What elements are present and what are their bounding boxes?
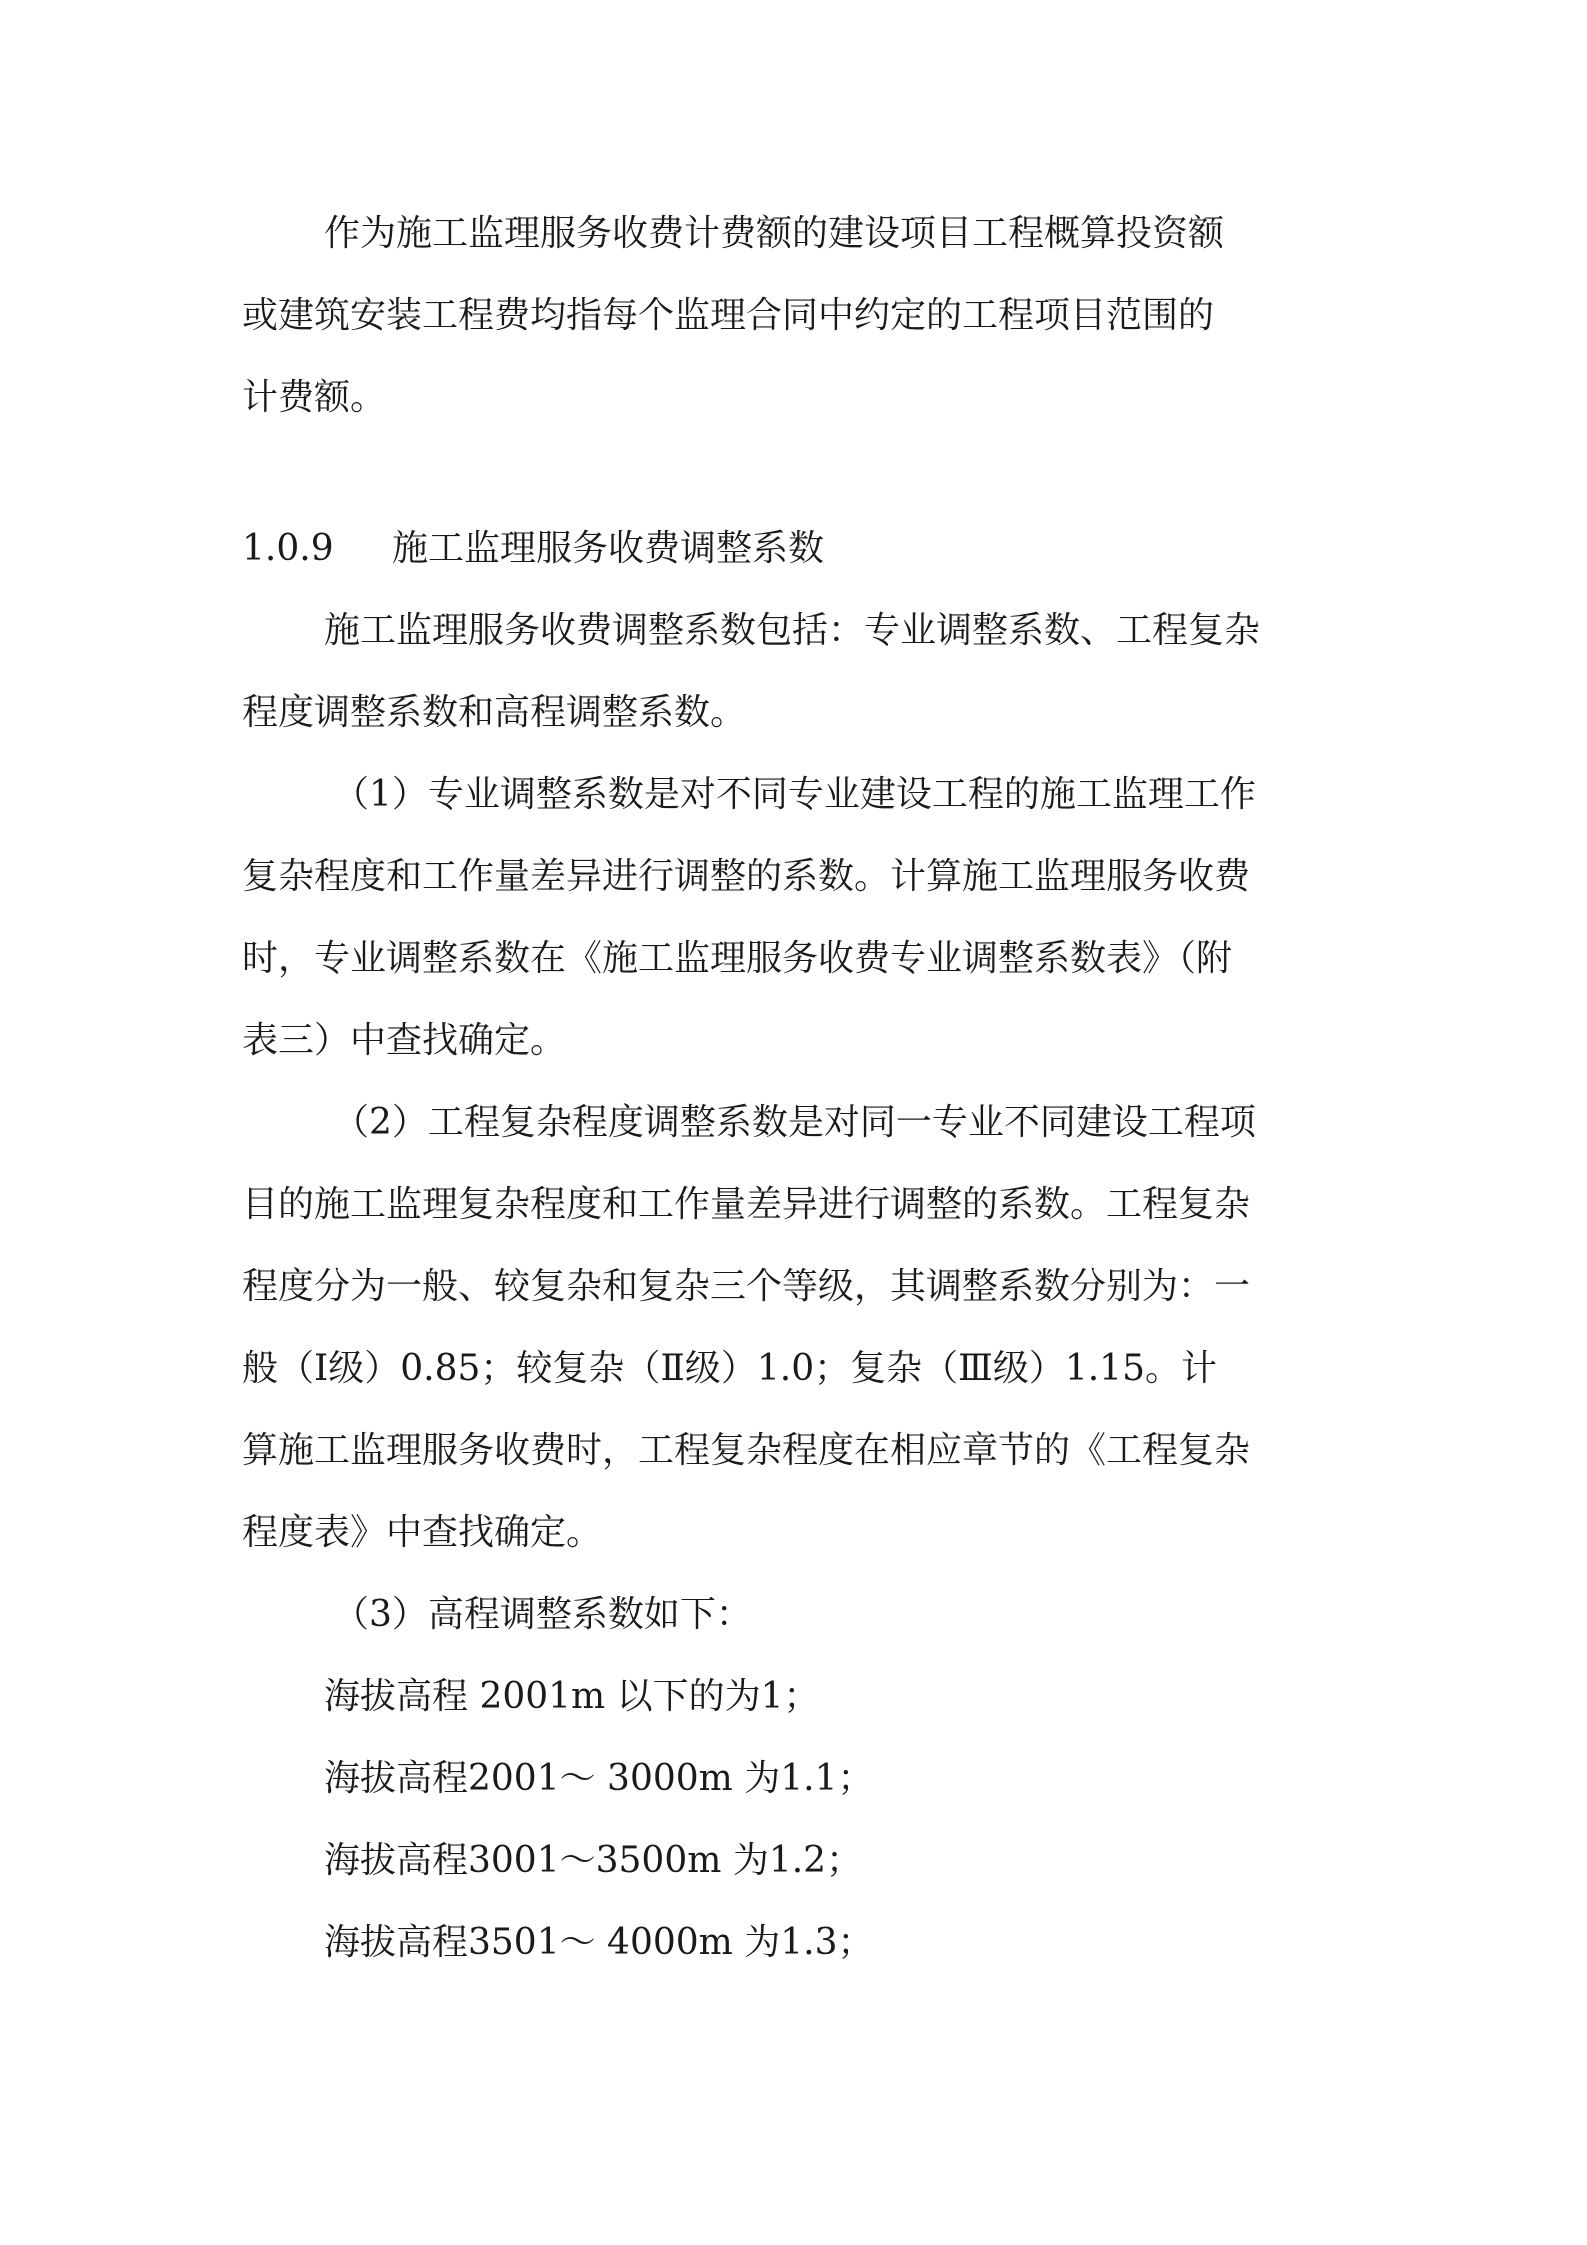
paragraph-2-line-2: 程度调整系数和高程调整系数。 xyxy=(242,692,747,733)
elevation-rule-4: 海拔高程3501～ 4000m 为1.3； xyxy=(324,1922,874,1963)
section-title: 施工监理服务收费调整系数 xyxy=(392,528,825,569)
elevation-rule-1: 海拔高程 2001m 以下的为1； xyxy=(324,1676,820,1717)
elevation-rule-3: 海拔高程3001～3500m 为1.2； xyxy=(324,1840,863,1881)
item-1-line-4: 表三）中查找确定。 xyxy=(242,1020,567,1061)
paragraph-1-line-2: 或建筑安装工程费均指每个监理合同中约定的工程项目范围的 xyxy=(242,295,1215,336)
paragraph-1-line-3: 计费额。 xyxy=(242,377,387,418)
item-3-intro: （3）高程调整系数如下： xyxy=(333,1594,752,1635)
item-2-line-4: 般（Ⅰ级）0.85；较复杂（Ⅱ级）1.0；复杂（Ⅲ级）1.15。计 xyxy=(242,1348,1217,1389)
item-2-line-2: 目的施工监理复杂程度和工作量差异进行调整的系数。工程复杂 xyxy=(242,1184,1251,1225)
elevation-rule-2: 海拔高程2001～ 3000m 为1.1； xyxy=(324,1758,874,1799)
item-2-line-5: 算施工监理服务收费时，工程复杂程度在相应章节的《工程复杂 xyxy=(242,1430,1251,1471)
section-heading xyxy=(242,527,824,571)
item-1-line-1: （1）专业调整系数是对不同专业建设工程的施工监理工作 xyxy=(333,774,1256,815)
paragraph-1-line-1: 作为施工监理服务收费计费额的建设项目工程概算投资额 xyxy=(324,213,1225,254)
item-2-line-1: （2）工程复杂程度调整系数是对同一专业不同建设工程项 xyxy=(333,1102,1256,1143)
item-2-line-3: 程度分为一般、较复杂和复杂三个等级，其调整系数分别为：一 xyxy=(242,1266,1251,1307)
section-number: 1.0.9 xyxy=(242,528,334,569)
item-1-line-2: 复杂程度和工作量差异进行调整的系数。计算施工监理服务收费 xyxy=(242,856,1251,897)
item-1-line-3: 时，专业调整系数在《施工监理服务收费专业调整系数表》（附 xyxy=(242,938,1233,979)
paragraph-2-line-1: 施工监理服务收费调整系数包括：专业调整系数、工程复杂 xyxy=(324,610,1261,651)
item-2-line-6: 程度表》中查找确定。 xyxy=(242,1512,603,1553)
